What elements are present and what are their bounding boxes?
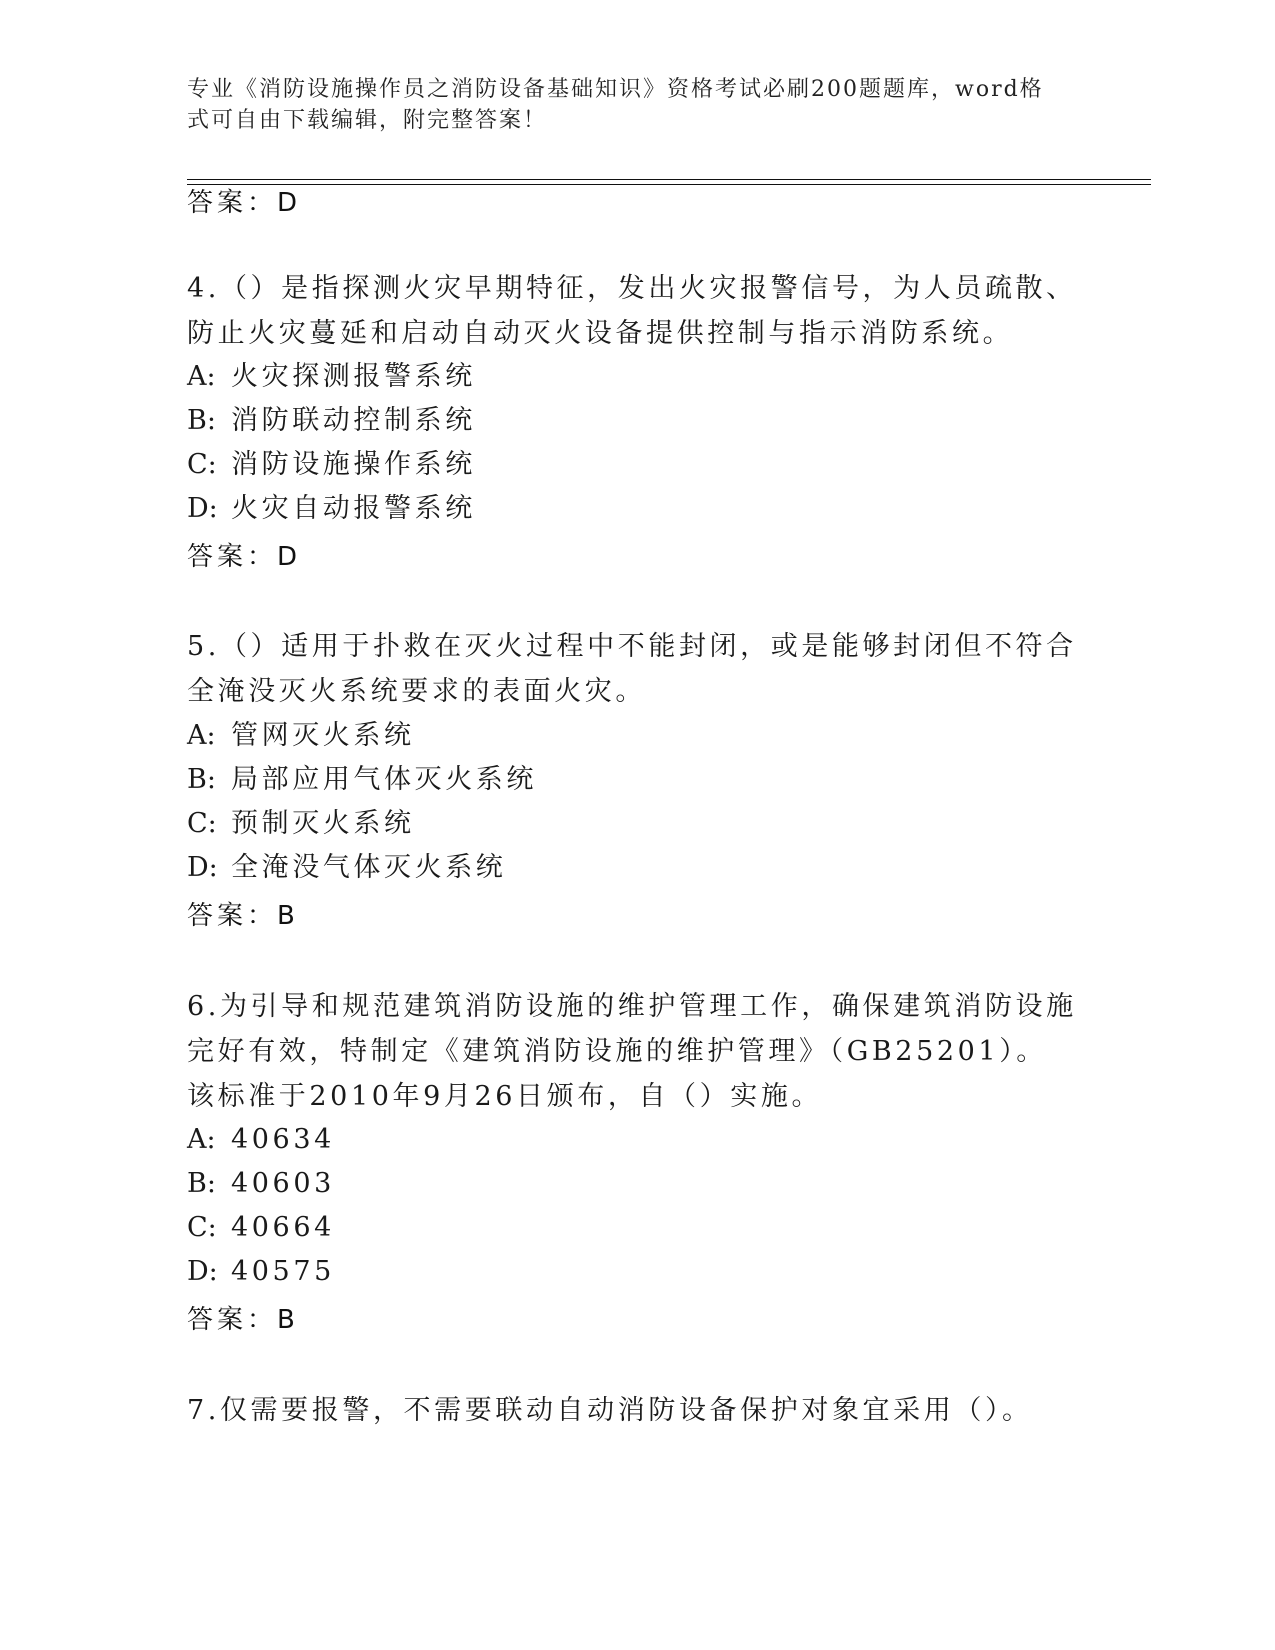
question-4-option-c: C: 消防设施操作系统 (187, 449, 476, 480)
header-divider-bottom (187, 184, 1151, 185)
question-5-option-a: A: 管网灭火系统 (187, 720, 415, 751)
question-6-answer: 答案：B (187, 1305, 295, 1335)
question-5-option-b: B: 局部应用气体灭火系统 (187, 764, 537, 795)
question-4-option-a: A: 火灾探测报警系统 (187, 361, 476, 392)
question-5-option-d: D: 全淹没气体灭火系统 (187, 852, 507, 883)
question-4-option-d: D: 火灾自动报警系统 (187, 493, 476, 524)
answer-line: 答案：D (187, 188, 298, 218)
question-4-option-b: B: 消防联动控制系统 (187, 405, 476, 436)
question-6-stem: 6.为引导和规范建筑消防设施的维护管理工作，确保建筑消防设施完好有效，特制定《建筑消防设施的维护管理》（GB25201）。该标准于2010年9月26日颁布，自（）实施。 (187, 991, 1077, 1112)
question-7-stem: 7.仅需要报警，不需要联动自动消防设备保护对象宜采用（）。 (187, 1395, 1033, 1426)
question-4-answer: 答案：D (187, 542, 298, 572)
question-5-answer: 答案：B (187, 901, 295, 931)
question-6-option-b: B: 40603 (187, 1168, 335, 1199)
question-6-option-c: C: 40664 (187, 1212, 335, 1243)
question-6-option-d: D: 40575 (187, 1256, 335, 1287)
question-5-option-c: C: 预制灭火系统 (187, 808, 415, 839)
question-4-stem: 4.（）是指探测火灾早期特征，发出火灾报警信号，为人员疏散、防止火灾蔓延和启动自动灭火设备提供控制与指示消防系统。 (187, 273, 1077, 349)
question-5-stem: 5.（）适用于扑救在灭火过程中不能封闭，或是能够封闭但不符合全淹没灭火系统要求的表面火灾。 (187, 631, 1077, 707)
header-divider-top (187, 179, 1151, 180)
document-header: 专业《消防设施操作员之消防设备基础知识》资格考试必刷200题题库，word格式可自由下载编辑，附完整答案！ (187, 77, 1044, 133)
question-6-option-a: A: 40634 (187, 1124, 335, 1155)
